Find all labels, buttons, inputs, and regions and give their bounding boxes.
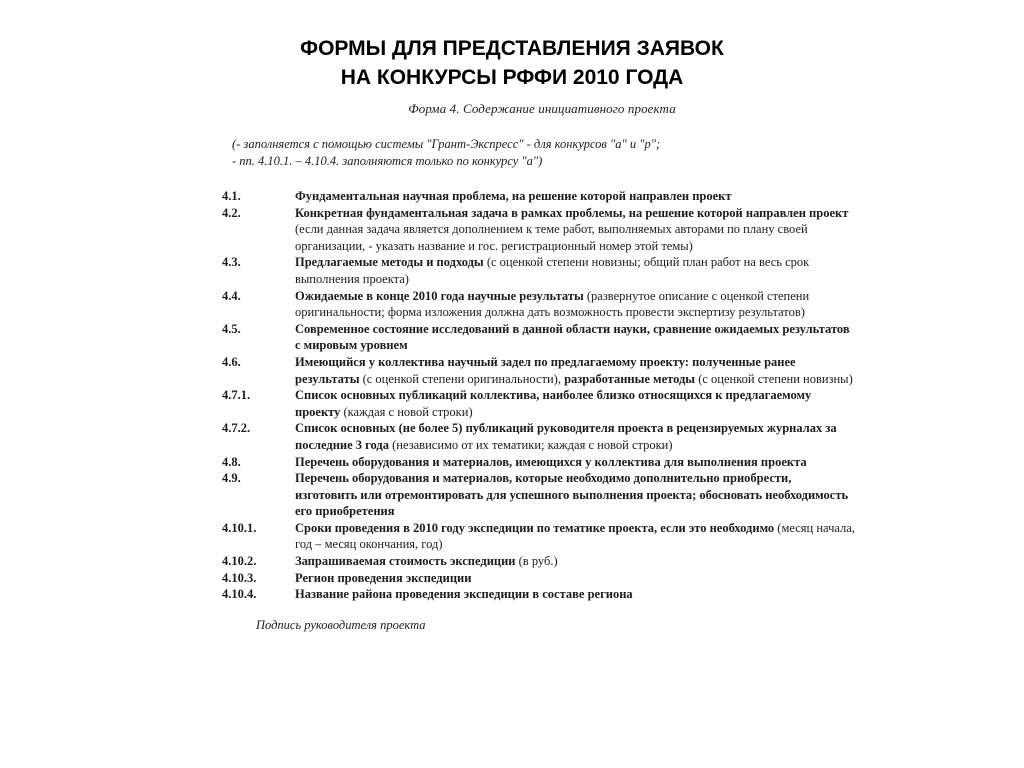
item-number: 4.3. (222, 255, 241, 270)
item-title: Современное состояние исследований в данной области науки, сравнение ожидаемых результатов с мировым уровнем (295, 321, 850, 353)
item-text (295, 553, 855, 570)
item-number: 4.10.3. (222, 570, 257, 585)
form-item (222, 354, 862, 387)
item-title: Запрашиваемая стоимость экспедиции (295, 554, 516, 569)
item-text (295, 205, 855, 255)
form-item (222, 586, 862, 603)
item-text (295, 520, 855, 553)
form-item (222, 570, 862, 587)
item-title: Перечень оборудования и материалов, имеющихся у коллектива для выполнения проекта (295, 454, 807, 469)
form-item (222, 321, 862, 354)
item-note: (в руб.) (515, 554, 558, 569)
item-number: 4.4. (222, 288, 241, 303)
form-item (222, 188, 862, 205)
item-number: 4.8. (222, 454, 241, 469)
form-note-line: - пп. 4.10.1. – 4.10.4. заполняются только по конкурсу "а") (232, 154, 543, 168)
item-text (295, 321, 855, 354)
item-note: (развернутое описание с оценкой степени оригинальности; форма изложения должна дать возможность провести экспертизу результатов) (295, 288, 810, 320)
item-number: 4.10.2. (222, 554, 257, 569)
item-number: 4.10.4. (222, 587, 257, 602)
item-title: Фундаментальная научная проблема, на решение которой направлен проект (295, 189, 732, 203)
form-heading: Форма 4. Содержание инициативного проекта (408, 101, 676, 116)
form-item (222, 387, 862, 420)
item-number: 4.5. (222, 321, 241, 336)
item-text (295, 586, 855, 603)
item-text (295, 354, 855, 387)
item-text (295, 570, 855, 587)
item-number: 4.2. (222, 205, 241, 220)
slide-title (0, 34, 1024, 92)
form-item (222, 420, 862, 453)
item-number: 4.10.1. (222, 520, 257, 535)
item-title: Перечень оборудования и материалов, которые необходимо дополнительно приобрести, изготовить или отремонтировать для успешного выполнения проекта; обосновать необходимость его приобретения (295, 471, 849, 519)
item-note: (каждая с новой строки) (340, 404, 473, 419)
form-notes (232, 136, 862, 170)
slide-title-line-1: ФОРМЫ ДЛЯ ПРЕДСТАВЛЕНИЯ ЗАЯВОК (300, 37, 724, 60)
item-text (295, 387, 855, 420)
item-number: 4.1. (222, 189, 241, 203)
form-note-line: (- заполняется с помощью системы "Грант-Экспресс" - для конкурсов "а" и "р"; (232, 137, 661, 151)
item-title: Сроки проведения в 2010 году экспедиции по тематике проекта, если это необходимо (295, 520, 775, 535)
item-text (295, 288, 855, 321)
item-number: 4.9. (222, 471, 241, 486)
item-note: (с оценкой степени новизны; общий план работ на весь срок выполнения проекта) (295, 255, 810, 286)
item-note: (независимо от их тематики; каждая с новой строки) (389, 437, 673, 452)
item-text (295, 420, 855, 453)
form-document (222, 100, 862, 634)
item-title: Предлагаемые методы и подходы (295, 255, 484, 270)
item-text (295, 188, 855, 205)
item-title: Конкретная фундаментальная задача в рамках проблемы, на решение которой направлен проект (295, 205, 849, 220)
item-title: Имеющийся у коллектива научный задел по предлагаемому проекту: полученные ранее результаты (295, 354, 796, 386)
item-title: Название района проведения экспедиции в составе региона (295, 587, 633, 602)
item-note: (если данная задача является дополнением к теме работ, выполняемых авторами по плану своей организации, - указать название и гос. регистрационный номер этой темы) (295, 222, 808, 253)
item-text (295, 470, 855, 520)
item-number: 4.7.1. (222, 388, 251, 403)
slide-title-line-2: НА КОНКУРСЫ РФФИ 2010 ГОДА (340, 66, 684, 89)
form-item (222, 553, 862, 570)
item-note: (месяц начала, год – месяц окончания, год) (295, 520, 855, 552)
form-item (222, 254, 862, 287)
form-item (222, 520, 862, 553)
item-title: Регион проведения экспедиции (295, 570, 472, 585)
form-item (222, 470, 862, 520)
item-title-continued: разработанные методы (564, 371, 696, 386)
form-items-list (222, 188, 862, 603)
form-item (222, 288, 862, 321)
item-title: Список основных (не более 5) публикаций руководителя проекта в рецензируемых журналах за последние 3 года (295, 421, 837, 452)
item-number: 4.6. (222, 354, 241, 369)
item-note-continued: (с оценкой степени новизны) (695, 371, 853, 386)
item-text (295, 454, 855, 471)
item-text (295, 254, 855, 287)
form-item (222, 454, 862, 471)
item-number: 4.7.2. (222, 421, 251, 436)
form-item (222, 205, 862, 255)
item-title: Список основных публикаций коллектива, наиболее близко относящихся к предлагаемому проекту (295, 388, 812, 419)
signature-line: Подпись руководителя проекта (256, 617, 426, 632)
item-title: Ожидаемые в конце 2010 года научные результаты (295, 288, 584, 303)
item-note: (с оценкой степени оригинальности), (359, 371, 565, 386)
